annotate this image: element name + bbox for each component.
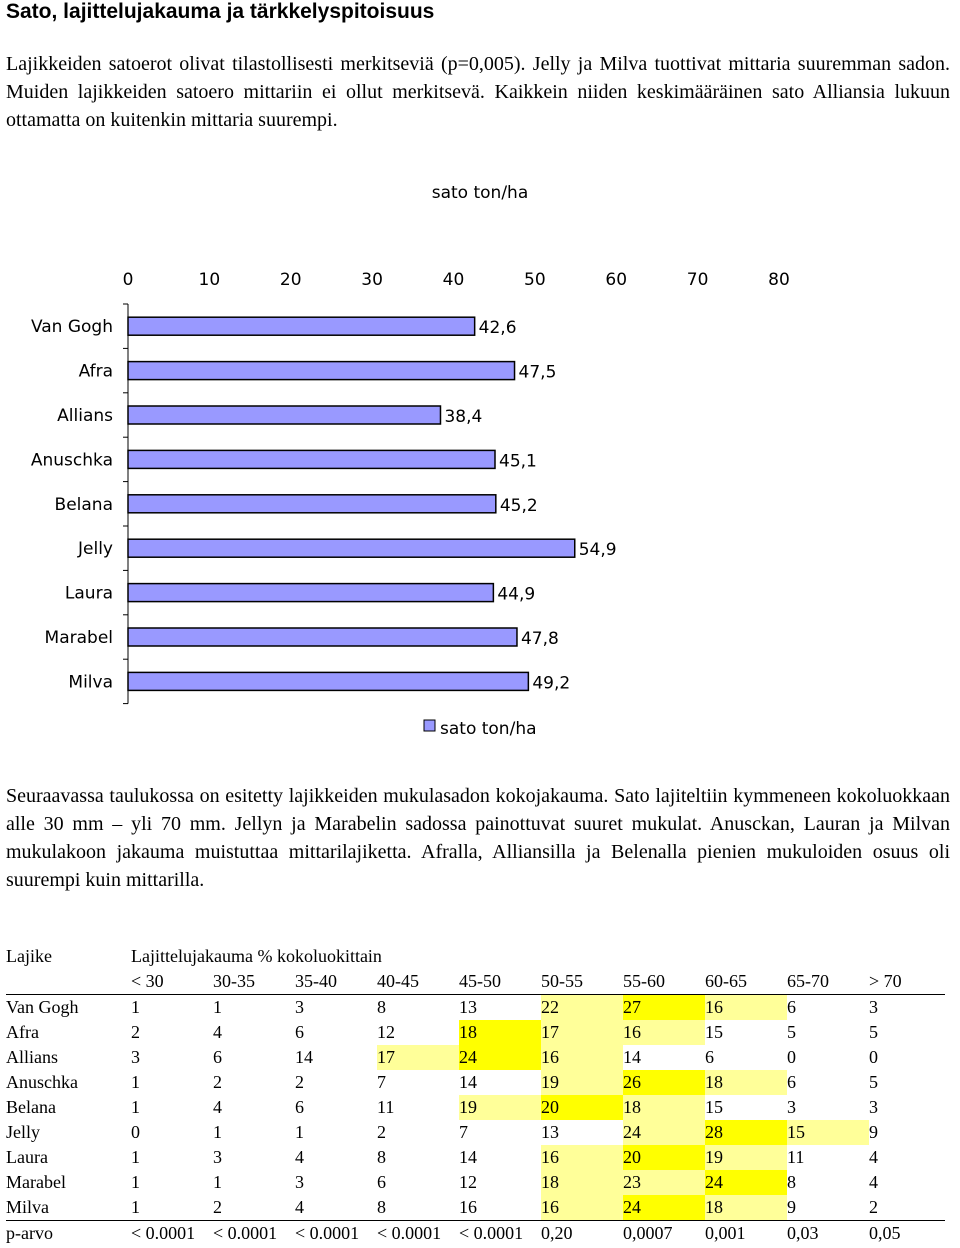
table-cell: 20	[623, 1145, 705, 1170]
bar-milva	[128, 672, 528, 690]
table-cell: < 0.0001	[213, 1221, 295, 1247]
size-distribution-table	[6, 944, 945, 1246]
category-label: Van Gogh	[30, 317, 113, 338]
table-cell: 6	[377, 1172, 386, 1192]
x-tick-label: 30	[361, 270, 383, 290]
table-cell: 18	[459, 1020, 541, 1045]
data-label: 45,2	[499, 495, 538, 516]
table-row	[6, 995, 945, 1021]
table-cell: 1	[131, 997, 140, 1017]
paragraph-distribution: Seuraavassa taulukossa on esitetty lajikkeiden mukulasadon kokojakauma. Sato lajiteltiin kymmeneen kokoluokkaan alle 30 mm – yli 70 mm. Jellyn ja Marabelin sadossa painottuvat suuret mukulat. Anusckan, Lauran ja Milvan mukulakoon jakauma muistuttaa mittarilajiketta. Afralla, Alliansilla ja Belenalla pienien mukuloiden osuus oli suurempi kuin mittarilla.	[6, 785, 950, 891]
table-cell: 0	[869, 1047, 878, 1067]
table-cell: 11	[377, 1097, 395, 1117]
table-cell: 20	[541, 1095, 623, 1120]
table-cell: 17	[377, 1045, 459, 1070]
table-cell: 1	[131, 1172, 140, 1192]
header-class: < 30	[131, 969, 213, 995]
row-name: Laura	[6, 1147, 48, 1167]
table-cell: 0,05	[869, 1221, 945, 1247]
table-class-row	[6, 969, 945, 995]
row-name: Marabel	[6, 1172, 66, 1192]
table-cell: 13	[459, 997, 477, 1017]
header-class: 60-65	[705, 969, 787, 995]
table-cell: 16	[541, 1195, 623, 1221]
table-cell: 8	[377, 1147, 386, 1167]
table-cell: 0,0007	[623, 1221, 705, 1247]
table-cell: 2	[213, 1072, 222, 1092]
table-cell: 16	[541, 1145, 623, 1170]
table-cell: 19	[459, 1095, 541, 1120]
bar-afra	[128, 362, 515, 380]
table-cell: 0	[787, 1047, 796, 1067]
table-row	[6, 1095, 945, 1120]
table-cell: 19	[541, 1070, 623, 1095]
table-row	[6, 1145, 945, 1170]
table-row	[6, 1020, 945, 1045]
header-class: 30-35	[213, 969, 295, 995]
data-label: 44,9	[497, 584, 536, 605]
table-cell: 1	[131, 1197, 140, 1217]
yield-bar-chart	[0, 168, 960, 758]
table-cell: 6	[295, 1097, 304, 1117]
category-label: Marabel	[44, 628, 113, 648]
table-cell: 2	[213, 1197, 222, 1217]
data-label: 49,2	[532, 673, 571, 694]
row-name: Anuschka	[6, 1072, 78, 1092]
table-row	[6, 1195, 945, 1221]
table-cell: 18	[705, 1070, 787, 1095]
bar-van-gogh	[128, 317, 475, 335]
header-group: Lajittelujakauma % kokoluokittain	[131, 946, 382, 966]
table-cell: 1	[213, 997, 222, 1017]
table-cell: 6	[295, 1022, 304, 1042]
header-blank	[6, 969, 131, 995]
header-class: 55-60	[623, 969, 705, 995]
category-label: Anuschka	[30, 450, 113, 471]
table-cell: 16	[541, 1045, 623, 1070]
table-row	[6, 1170, 945, 1195]
table-cell: 2	[377, 1122, 386, 1142]
table-cell: 4	[213, 1022, 222, 1042]
row-name: Belana	[6, 1097, 56, 1117]
table-header-row	[6, 944, 945, 969]
header-class: 65-70	[787, 969, 869, 995]
table-cell: 4	[869, 1172, 878, 1192]
table-cell: 17	[541, 1020, 623, 1045]
table-cell: 0,03	[787, 1221, 869, 1247]
table-cell: 2	[295, 1072, 304, 1092]
row-name: Van Gogh	[6, 997, 79, 1017]
table-cell: 8	[377, 997, 386, 1017]
data-label: 47,5	[518, 362, 557, 383]
table-cell: 2	[131, 1022, 140, 1042]
x-tick-label: 60	[605, 270, 628, 290]
table-cell: 4	[869, 1147, 878, 1167]
x-tick-label: 50	[524, 270, 546, 290]
table-cell: 3	[213, 1147, 222, 1167]
table-cell: 5	[869, 1072, 878, 1092]
data-label: 45,1	[499, 451, 537, 472]
table-cell: 24	[705, 1170, 787, 1195]
table-cell: 2	[869, 1197, 878, 1217]
data-label: 54,9	[578, 540, 617, 561]
table-cell: 3	[295, 997, 304, 1017]
table-cell: 27	[623, 995, 705, 1021]
table-cell: 1	[295, 1122, 304, 1142]
table-cell: 0	[131, 1122, 140, 1142]
header-class: 35-40	[295, 969, 377, 995]
table-cell: 5	[869, 1022, 878, 1042]
table-cell: 28	[705, 1120, 787, 1145]
bar-anuschka	[128, 450, 495, 468]
table-cell: 6	[213, 1047, 222, 1067]
category-label: Laura	[64, 583, 113, 604]
table-cell: 8	[377, 1197, 386, 1217]
table-cell: 16	[705, 995, 787, 1021]
bar-belana	[128, 495, 496, 513]
table-row	[6, 1045, 945, 1070]
bar-laura	[128, 584, 493, 602]
category-label: Belana	[54, 494, 113, 515]
table-cell: 15	[705, 1097, 723, 1117]
row-name: Afra	[6, 1022, 39, 1042]
table-cell: 23	[623, 1170, 705, 1195]
table-cell: 4	[295, 1147, 304, 1167]
table-cell: 3	[869, 997, 878, 1017]
bar-jelly	[128, 539, 575, 557]
table-cell: 3	[131, 1047, 140, 1067]
table-cell: 1	[213, 1172, 222, 1192]
bar-allians	[128, 406, 440, 424]
table-cell: 7	[377, 1072, 386, 1092]
table-cell: 14	[459, 1072, 477, 1092]
table-cell: 24	[459, 1045, 541, 1070]
table-cell: 18	[541, 1170, 623, 1195]
data-label: 38,4	[444, 407, 483, 427]
table-cell: 12	[459, 1172, 477, 1192]
header-class: 50-55	[541, 969, 623, 995]
data-label: 47,8	[520, 629, 559, 649]
bar-marabel	[128, 628, 517, 646]
table-cell: 14	[295, 1047, 313, 1067]
table-cell: 6	[705, 1047, 714, 1067]
category-label: Jelly	[78, 539, 113, 560]
category-label: Allians	[57, 406, 113, 426]
table-cell: < 0.0001	[459, 1221, 541, 1247]
table-cell: 14	[623, 1047, 641, 1067]
table-cell: 1	[131, 1147, 140, 1167]
table-cell: 9	[869, 1122, 878, 1142]
table-cell: < 0.0001	[131, 1221, 213, 1247]
row-name: Jelly	[6, 1122, 40, 1142]
table-cell: 15	[705, 1022, 723, 1042]
table-cell: 18	[705, 1195, 787, 1221]
chart-title: sato ton/ha	[431, 183, 529, 203]
x-tick-label: 80	[768, 270, 790, 290]
table-cell: 15	[787, 1120, 869, 1145]
table-cell: 3	[295, 1172, 304, 1192]
table-cell: 14	[459, 1147, 477, 1167]
category-label: Milva	[68, 672, 113, 693]
table-cell: 0,001	[705, 1221, 787, 1247]
table-cell: 8	[787, 1172, 796, 1192]
legend-label: sato ton/ha	[440, 719, 537, 739]
header-lajike: Lajike	[6, 946, 52, 966]
table-cell: 1	[213, 1122, 222, 1142]
table-cell: 11	[787, 1147, 805, 1167]
header-class: 40-45	[377, 969, 459, 995]
table-cell: 4	[295, 1197, 304, 1217]
paragraph-yield: Lajikkeiden satoerot olivat tilastollisesti merkitseviä (p=0,005). Jelly ja Milva tuottivat mittaria suuremman sadon. Muiden lajikkeiden satoero mittariin ei ollut merkitsevä. Kaikkein niiden keskimääräinen sato Alliansia lukuun ottamatta on kuitenkin mittaria suurempi.	[6, 53, 950, 131]
table-cell: 13	[541, 1122, 559, 1142]
table-cell: 5	[787, 1022, 796, 1042]
table-cell: 9	[787, 1197, 796, 1217]
table-cell: 16	[623, 1020, 705, 1045]
table-cell: 0,20	[541, 1221, 623, 1247]
table-cell: < 0.0001	[295, 1221, 377, 1247]
category-label: Afra	[78, 361, 113, 382]
legend-swatch	[424, 720, 435, 731]
row-name: Milva	[6, 1197, 49, 1217]
x-tick-label: 40	[442, 270, 465, 290]
table-cell: 16	[459, 1197, 477, 1217]
table-row-pvalue	[6, 1221, 945, 1247]
table-cell: 12	[377, 1022, 395, 1042]
table-cell: 3	[869, 1097, 878, 1117]
header-class: 45-50	[459, 969, 541, 995]
table-cell: 18	[623, 1095, 705, 1120]
table-cell: 22	[541, 995, 623, 1021]
table-cell: 3	[787, 1097, 796, 1117]
table-cell: 4	[213, 1097, 222, 1117]
table-cell: 1	[131, 1072, 140, 1092]
table-cell: 24	[623, 1195, 705, 1221]
x-tick-label: 10	[198, 270, 221, 290]
table-cell: 6	[787, 997, 796, 1017]
x-tick-label: 70	[686, 270, 709, 290]
table-cell: < 0.0001	[377, 1221, 459, 1247]
table-cell: 19	[705, 1145, 787, 1170]
row-name: Allians	[6, 1047, 58, 1067]
header-class: > 70	[869, 969, 945, 995]
table-cell: 26	[623, 1070, 705, 1095]
table-cell: 7	[459, 1122, 468, 1142]
table-cell: 24	[623, 1120, 705, 1145]
x-tick-label: 0	[122, 270, 134, 290]
table-cell: 6	[787, 1072, 796, 1092]
table-row	[6, 1070, 945, 1095]
table-cell: 1	[131, 1097, 140, 1117]
data-label: 42,6	[478, 318, 517, 339]
table-row	[6, 1120, 945, 1145]
x-tick-label: 20	[279, 270, 302, 290]
page-heading: Sato, lajittelujakauma ja tärkkelyspitoisuus	[6, 0, 435, 23]
row-name: p-arvo	[6, 1221, 131, 1247]
